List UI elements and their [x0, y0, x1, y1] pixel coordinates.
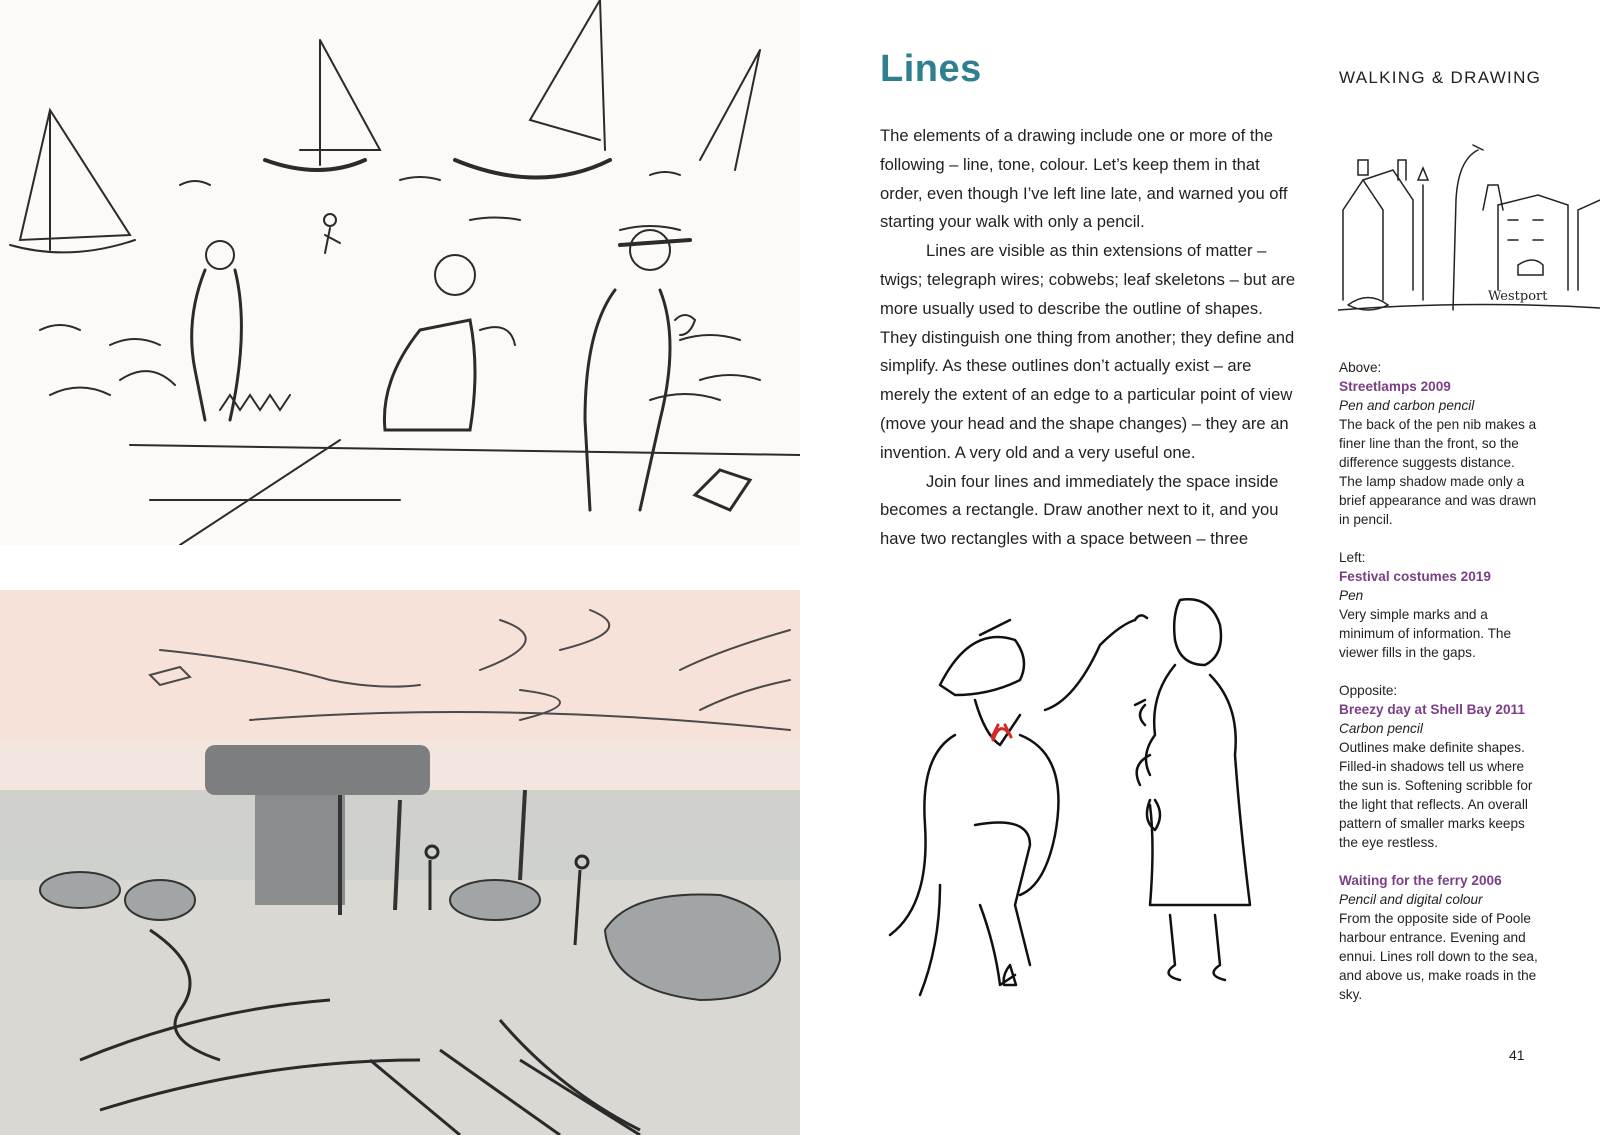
ferry-sketch: [0, 590, 800, 1135]
caption-shell-bay: [1339, 681, 1539, 852]
caption-description: The back of the pen nib makes a finer line than the front, so the difference suggests distance. The lamp shadow made only a brief appearance and was drawn in pencil.: [1339, 417, 1537, 527]
shell-bay-drawing: [0, 0, 800, 545]
streetlamps-drawing: [1338, 140, 1600, 320]
body-text: [880, 122, 1300, 554]
caption-streetlamps: [1339, 358, 1539, 529]
festival-costumes-sketch: [880, 585, 1280, 1005]
caption-description: Very simple marks and a minimum of information. The viewer fills in the gaps.: [1339, 607, 1511, 660]
captions: [1339, 358, 1539, 1023]
body-paragraph: Lines are visible as thin extensions of matter – twigs; telegraph wires; cobwebs; leaf skeletons – but are more usually used to describe the outline of shapes. They distinguish one thing from another; they define and simplify. As these outlines don’t actually exist – are merely the extent of an edge to a particular point of view (move your head and the shape changes) – they are an invention. A very old and a very useful one.: [880, 241, 1296, 462]
caption-medium: Pen: [1339, 588, 1364, 603]
caption-medium: Pencil and digital colour: [1339, 892, 1483, 907]
caption-position: Opposite:: [1339, 683, 1398, 698]
festival-costumes-drawing: [880, 585, 1280, 1005]
page-number: 41: [1509, 1047, 1525, 1063]
caption-position: Left:: [1339, 550, 1366, 565]
westport-label: Westport: [1488, 289, 1548, 304]
caption-position: Above:: [1339, 360, 1382, 375]
caption-title: Waiting for the ferry 2006: [1339, 873, 1502, 888]
shell-bay-sketch: [0, 0, 800, 545]
body-paragraph: The elements of a drawing include one or more of the following – line, tone, colour. Let’s keep them in that order, even though I’ve left line late, and warned you off starting your walk with only a pencil.: [880, 126, 1288, 232]
ferry-drawing: [0, 590, 800, 1135]
caption-description: From the opposite side of Poole harbour entrance. Evening and ennui. Lines roll down to the sea, and above us, make roads in the sky.: [1339, 911, 1538, 1002]
caption-description: Outlines make definite shapes. Filled-in shadows tell us where the sun is. Softening scribble for the light that reflects. An overall pattern of smaller marks keeps the eye restless.: [1339, 740, 1533, 850]
body-paragraph: Join four lines and immediately the space inside becomes a rectangle. Draw another next to it, and you have two rectangles with a space between – three: [880, 471, 1279, 549]
streetlamps-sketch: [1338, 140, 1600, 320]
running-header: WALKING & DRAWING: [1339, 68, 1542, 87]
caption-festival: [1339, 548, 1539, 662]
caption-title: Festival costumes 2019: [1339, 569, 1491, 584]
page-title: Lines: [880, 48, 982, 90]
caption-title: Breezy day at Shell Bay 2011: [1339, 702, 1525, 717]
caption-medium: Carbon pencil: [1339, 721, 1423, 736]
caption-medium: Pen and carbon pencil: [1339, 398, 1475, 413]
caption-title: Streetlamps 2009: [1339, 379, 1451, 394]
caption-ferry: [1339, 871, 1539, 1004]
